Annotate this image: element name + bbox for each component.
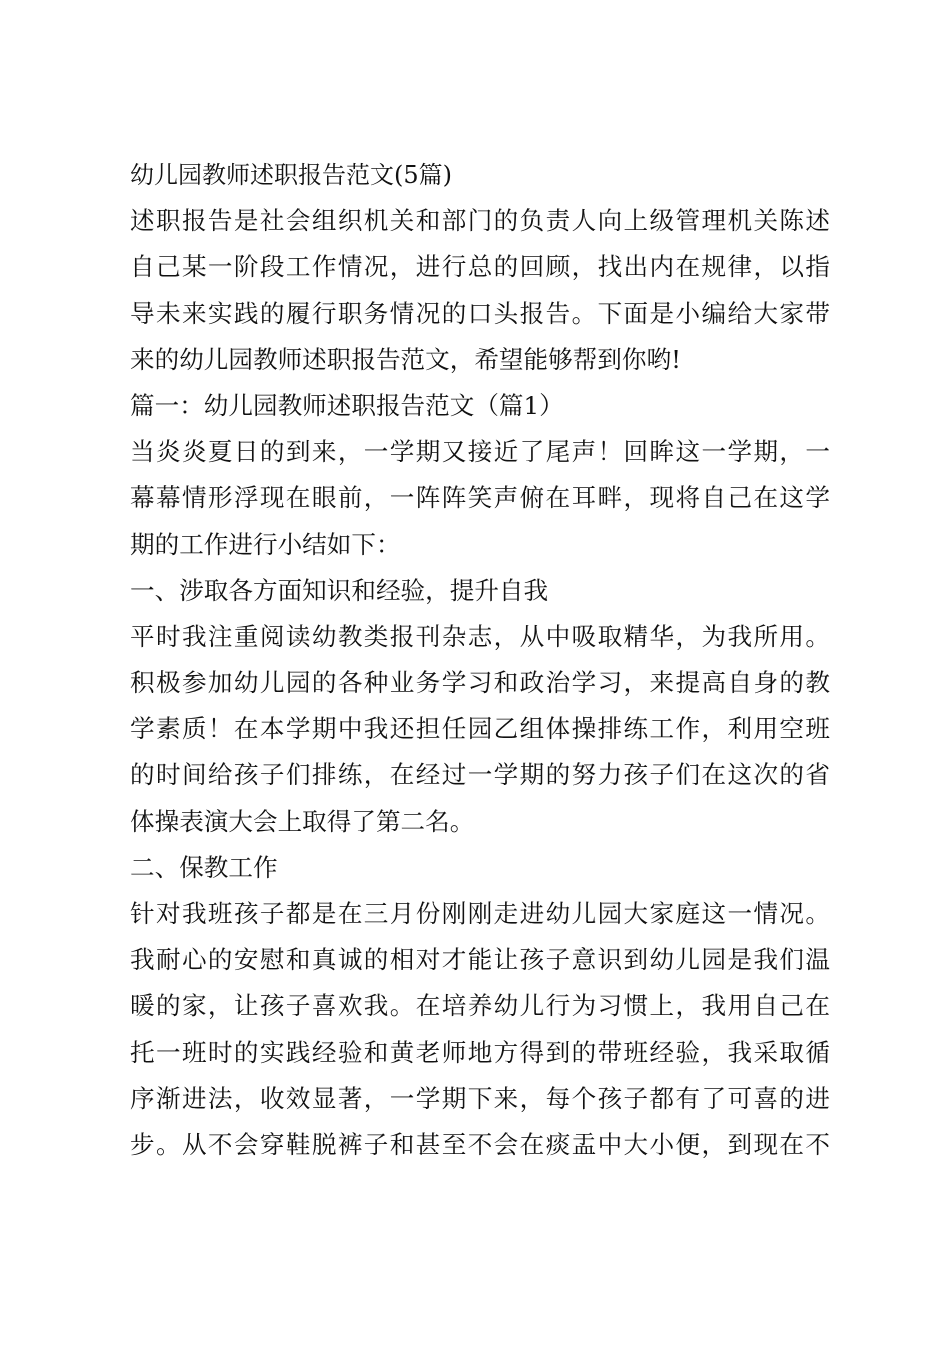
intro-line: 述职报告是社会组织机关和部门的负责人向上级管理机关陈述: [130, 206, 830, 236]
section1-heading: 一、涉取各方面知识和经验，提升自我: [130, 575, 549, 605]
intro-line: 自己某一阶段工作情况，进行总的回顾，找出内在规律，以指: [130, 252, 830, 282]
document-title: 幼儿园教师述职报告范文(5篇): [130, 161, 452, 189]
section2-line: 序渐进法，收效显著，一学期下来，每个孩子都有了可喜的进: [130, 1083, 830, 1113]
opening-line: 当炎炎夏日的到来，一学期又接近了尾声！回眸这一学期，一: [130, 437, 830, 467]
section1-line: 体操表演大会上取得了第二名。: [130, 806, 475, 836]
intro-line: 导未来实践的履行职务情况的口头报告。下面是小编给大家带: [130, 298, 830, 328]
chapter-heading: 篇一：幼儿园教师述职报告范文（篇1）: [130, 390, 564, 420]
section2-line: 暖的家，让孩子喜欢我。在培养幼儿行为习惯上，我用自己在: [130, 991, 830, 1021]
section2-line: 针对我班孩子都是在三月份刚刚走进幼儿园大家庭这一情况。: [130, 899, 830, 928]
section2-line: 我耐心的安慰和真诚的相对才能让孩子意识到幼儿园是我们温: [130, 945, 830, 975]
section1-line: 平时我注重阅读幼教类报刊杂志，从中吸取精华，为我所用。: [130, 621, 830, 651]
section2-heading: 二、保教工作: [130, 852, 278, 882]
section1-line: 积极参加幼儿园的各种业务学习和政治学习，来提高自身的教: [130, 668, 830, 698]
section2-line: 托一班时的实践经验和黄老师地方得到的带班经验，我采取循: [130, 1037, 830, 1067]
section1-line: 学素质！在本学期中我还担任园乙组体操排练工作，利用空班: [130, 714, 830, 744]
opening-line: 期的工作进行小结如下：: [130, 529, 401, 559]
document-body: [130, 152, 830, 1168]
opening-line: 幕幕情形浮现在眼前，一阵阵笑声俯在耳畔，现将自己在这学: [130, 483, 830, 513]
section2-line: 步。从不会穿鞋脱裤子和甚至不会在痰盂中大小便，到现在不: [130, 1129, 830, 1159]
intro-line: 来的幼儿园教师述职报告范文，希望能够帮到你哟!: [130, 344, 681, 374]
section1-line: 的时间给孩子们排练，在经过一学期的努力孩子们在这次的省: [130, 760, 830, 790]
